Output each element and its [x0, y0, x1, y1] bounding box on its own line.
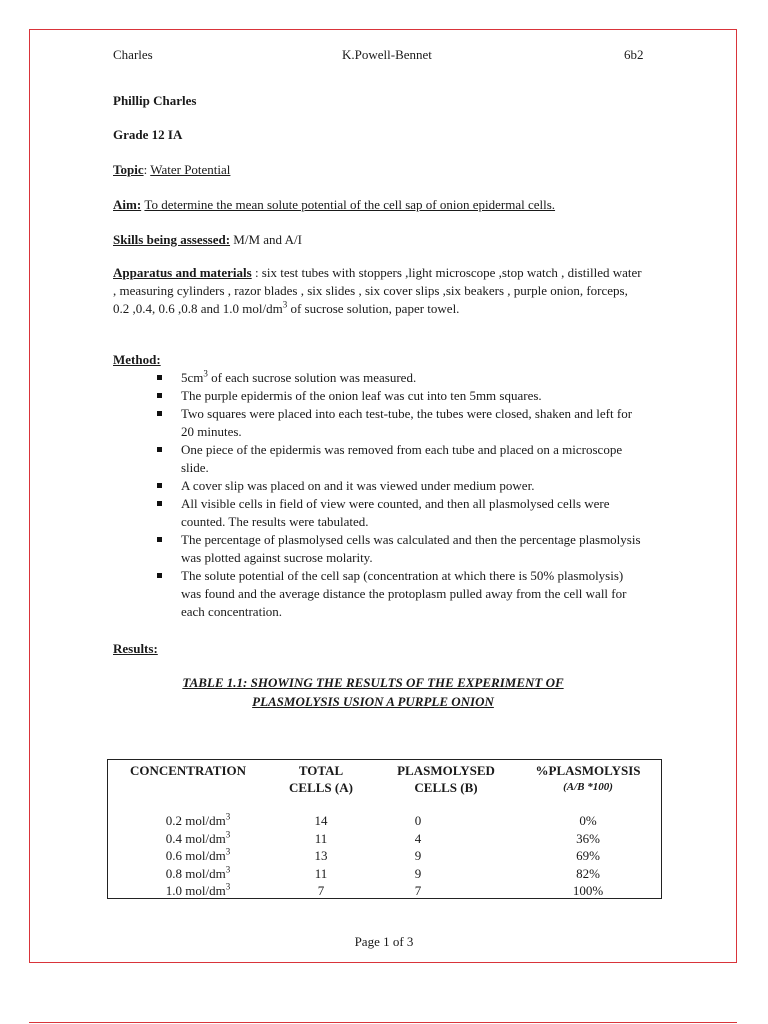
table-cell: 36% [576, 830, 600, 846]
plasmolysed-cells-column [378, 812, 458, 900]
table-cell: 11 [314, 865, 328, 881]
table-caption-line-1: TABLE 1.1: SHOWING THE RESULTS OF THE EXPERIMENT OF [182, 675, 564, 690]
table-cell: 13 [314, 848, 328, 863]
table-cell: 82% [576, 865, 600, 881]
total-cells-column [281, 812, 361, 900]
method-step: The solute potential of the cell sap (concentration at which there is 50% plasmolysis) was found and the average distance the protoplasm pulled away from the cell wall for each concentration. [146, 567, 646, 621]
method-step: $5cm^3$ of each sucrose solution was measured. [146, 369, 646, 387]
results-heading: Results: [113, 641, 158, 656]
table-cell: 9 [414, 865, 422, 881]
method-step: A cover slip was placed on and it was viewed under medium power. [146, 477, 646, 495]
bullet-icon [157, 393, 162, 398]
table-cell: 7 [414, 883, 422, 898]
page-number: Page 1 of 3 [354, 934, 414, 949]
percent-plasmolysis-column [548, 812, 628, 900]
bullet-icon [157, 375, 162, 380]
apparatus-text: : six test tubes with stoppers ,light microscope ,stop watch , distilled water , measuring cylinders , razor blades , six slides , six cover slips ,six beakers , purple onion, forceps, 0.2 ,0.4, 0.6 ,0.8 and 1.0 mol/dm [113, 265, 642, 316]
topic-value: Water Potential [150, 162, 231, 177]
table-cell: 0.8 mol/$dm^3$ [165, 864, 231, 881]
table-cell: 7 [317, 883, 325, 898]
table-caption-line-2: PLASMOLYSIS USION A PURPLE ONION [252, 694, 494, 709]
bullet-icon [157, 501, 162, 506]
method-step: The percentage of plasmolysed cells was calculated and then the percentage plasmolysis was plotted against sucrose molarity. [146, 531, 646, 567]
column-header-total-cells: TOTAL CELLS (A) [289, 763, 353, 795]
table-cell: 1.0 mol/$dm^3$ [165, 881, 231, 898]
aim-label: Aim: [113, 197, 142, 212]
table-cell: 0% [579, 813, 597, 828]
next-page-border [29, 1022, 737, 1023]
method-step: All visible cells in field of view were counted, and then all plasmolysed cells were counted. The results were tabulated. [146, 495, 646, 531]
method-step: The purple epidermis of the onion leaf was cut into ten 5mm squares. [146, 387, 646, 405]
grade: Grade 12 IA [113, 127, 183, 142]
bullet-icon [157, 483, 162, 488]
table-cell: 0.2 mol/$dm^3$ [165, 811, 231, 828]
column-header-concentration: CONCENTRATION [129, 763, 247, 778]
bullet-icon [157, 447, 162, 452]
method-step: Two squares were placed into each test-tube, the tubes were closed, shaken and left for 20 minutes. [146, 405, 646, 441]
concentration-column [138, 812, 258, 900]
aim-line [113, 196, 555, 214]
table-cell: 0.4 mol/$dm^3$ [165, 829, 231, 846]
bullet-icon [157, 537, 162, 542]
bullet-icon [157, 573, 162, 578]
header-center: K.Powell-Bennet [342, 47, 432, 62]
bullet-icon [157, 411, 162, 416]
skills-line [113, 231, 302, 249]
apparatus-paragraph [113, 264, 643, 318]
column-header-percent-plasmolysis: %PLASMOLYSIS (A/B *100) [535, 763, 641, 793]
topic-line [113, 161, 230, 179]
method-step: One piece of the epidermis was removed from each tube and placed on a microscope slide. [146, 441, 646, 477]
table-cell: 14 [314, 813, 328, 828]
skills-value: M/M and A/I [233, 232, 302, 247]
apparatus-label: Apparatus and materials [113, 265, 252, 280]
topic-separator: : [143, 162, 151, 177]
table-cell: 9 [414, 848, 422, 863]
topic-label: Topic [113, 162, 144, 177]
table-cell: 0 [414, 813, 422, 828]
apparatus-text-end: of sucrose solution, paper towel. [287, 301, 460, 316]
table-cell: 69% [576, 848, 600, 863]
table-cell: 0.6 mol/$dm^3$ [165, 846, 231, 863]
table-cell: 11 [314, 830, 328, 846]
method-steps-list [146, 369, 646, 621]
apparatus-unit-superscript: 3 [282, 299, 288, 310]
student-name: Phillip Charles [113, 93, 197, 108]
method-heading: Method: [113, 352, 161, 367]
header-left: Charles [113, 47, 153, 62]
results-table [107, 759, 662, 899]
aim-value: To determine the mean solute potential of the cell sap of onion epidermal cells. [144, 197, 556, 212]
skills-label: Skills being assessed: [113, 232, 231, 247]
table-cell: 100% [572, 883, 604, 898]
column-header-plasmolysed-cells: PLASMOLYSED CELLS (B) [397, 763, 495, 795]
header-right: 6b2 [624, 47, 644, 62]
table-cell: 4 [414, 830, 422, 846]
